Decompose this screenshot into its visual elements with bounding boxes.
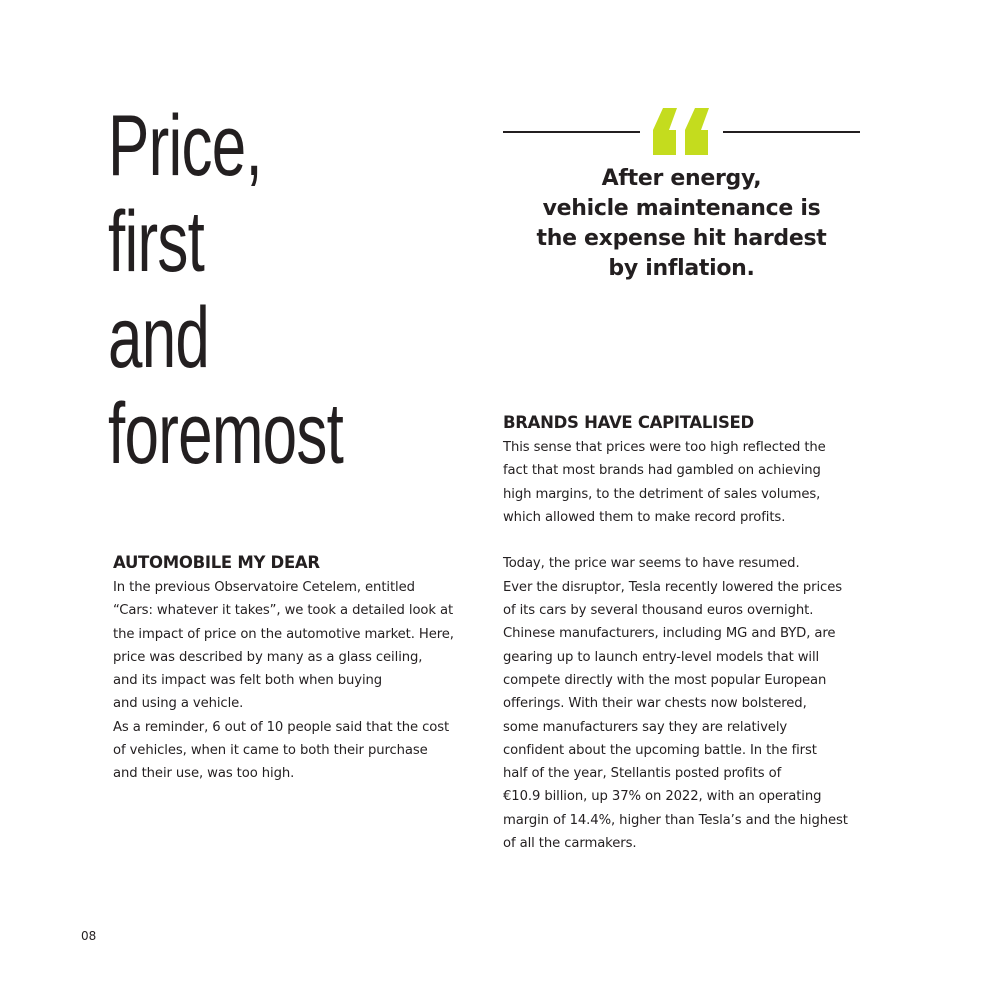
body-line: and using a vehicle. [113,696,244,712]
body-line: As a reminder, 6 out of 10 people said that the cost [113,719,450,735]
quote-mark-icon [645,100,717,160]
page-title [108,98,344,482]
body-line: of its cars by several thousand euros overnight. [503,603,814,619]
body-line: high margins, to the detriment of sales volumes, [503,486,821,502]
section-body-brands [503,436,873,855]
quote-divider-left [503,131,640,133]
body-line: This sense that prices were too high reflected the [503,440,826,455]
quote-line: vehicle maintenance is [542,196,821,221]
body-line: of all the carmakers. [503,836,637,852]
body-line: some manufacturers say they are relatively [503,719,788,735]
pull-quote [503,164,860,284]
section-heading-brands: BRANDS HAVE CAPITALISED [503,413,754,432]
body-line: gearing up to launch entry-level models that will [503,649,820,665]
quote-line: the expense hit hardest [536,226,827,251]
quote-line: by inflation. [608,256,755,281]
section-body-automobile [113,576,483,786]
body-line: Ever the disruptor, Tesla recently lowered the prices [503,579,842,595]
body-line: “Cars: whatever it takes”, we took a detailed look at [113,603,454,619]
body-line: Today, the price war seems to have resumed. [503,556,800,572]
title-line: Price, [108,98,262,194]
quote-divider-right [723,131,860,133]
body-line: of vehicles, when it came to both their purchase [113,743,428,759]
title-line: first [108,194,205,290]
body-line: which allowed them to make record profits. [503,509,786,525]
body-line: half of the year, Stellantis posted profits of [503,766,782,782]
body-line: confident about the upcoming battle. In the first [503,742,817,758]
body-line: In the previous Observatoire Cetelem, entitled [113,580,415,595]
body-line: and their use, was too high. [113,766,295,782]
body-line: margin of 14.4%, higher than Tesla’s and the highest [503,812,848,828]
quote-line: After energy, [601,166,762,191]
body-line: and its impact was felt both when buying [113,673,383,689]
body-line: Chinese manufacturers, including MG and BYD, are [503,626,836,642]
body-line: compete directly with the most popular European [503,672,827,688]
body-line: fact that most brands had gambled on achieving [503,463,821,479]
body-line: €10.9 billion, up 37% on 2022, with an operating [503,789,822,805]
section-heading-automobile: AUTOMOBILE MY DEAR [113,553,320,572]
page-number: 08 [81,929,97,943]
body-line: the impact of price on the automotive market. Here, [113,626,454,642]
title-line: and [108,290,210,386]
paragraph-gap [503,529,873,552]
body-line: price was described by many as a glass ceiling, [113,649,423,665]
body-line: offerings. With their war chests now bolstered, [503,696,807,712]
title-line: foremost [108,386,344,482]
